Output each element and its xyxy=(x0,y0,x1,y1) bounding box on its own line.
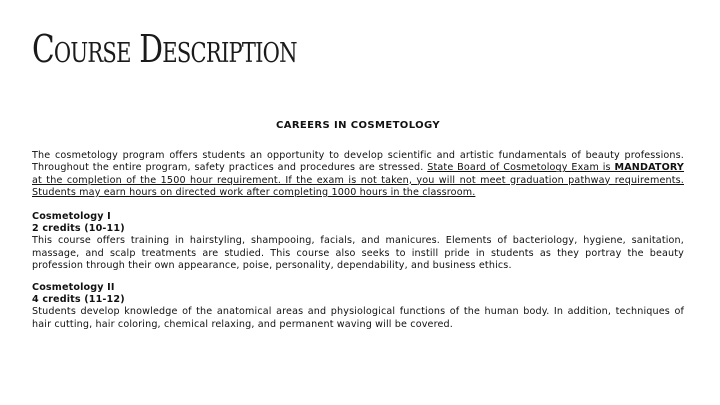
section-heading: CAREERS IN COSMETOLOGY xyxy=(275,120,441,131)
course-description: Students develop knowledge of the anatomical areas and physiological functions of the human body. In addition, techniques of hair cutting, hair coloring, chemical relaxing, and permanent waving will be covered. xyxy=(32,306,684,330)
course-name: Cosmetology I xyxy=(32,211,111,223)
intro-paragraph xyxy=(32,150,684,199)
content-area xyxy=(32,120,684,341)
course-credits: 4 credits (11-12) xyxy=(32,294,125,306)
course-credits: 2 credits (10-11) xyxy=(32,223,125,235)
course-block-2 xyxy=(32,282,684,331)
intro-underlined-after: at the completion of the 1500 hour requirement. If the exam is not taken, you will not meet graduation pathway requirements. Students may earn hours on directed work after completing 1000 hours in the classroom. xyxy=(32,174,684,198)
page-title: Course Description xyxy=(32,27,297,71)
course-description: This course offers training in hairstyling, shampooing, facials, and manicures. Elements of bacteriology, hygiene, sanitation, massage, and scalp treatments are studied. This course also seeks to instill pride in students as they portray the beauty profession through their own appearance, poise, personality, dependability, and business ethics. xyxy=(32,235,684,271)
course-name: Cosmetology II xyxy=(32,282,115,294)
intro-text: The cosmetology program offers students an opportunity to develop scientific and artistic fundamentals of beauty professions. Throughout the entire program, safety practices and procedures are stressed. xyxy=(32,150,684,174)
course-block-1 xyxy=(32,211,684,272)
intro-underlined-before: State Board of Cosmetology Exam is xyxy=(427,162,615,174)
mandatory-emphasis: MANDATORY xyxy=(614,162,685,174)
